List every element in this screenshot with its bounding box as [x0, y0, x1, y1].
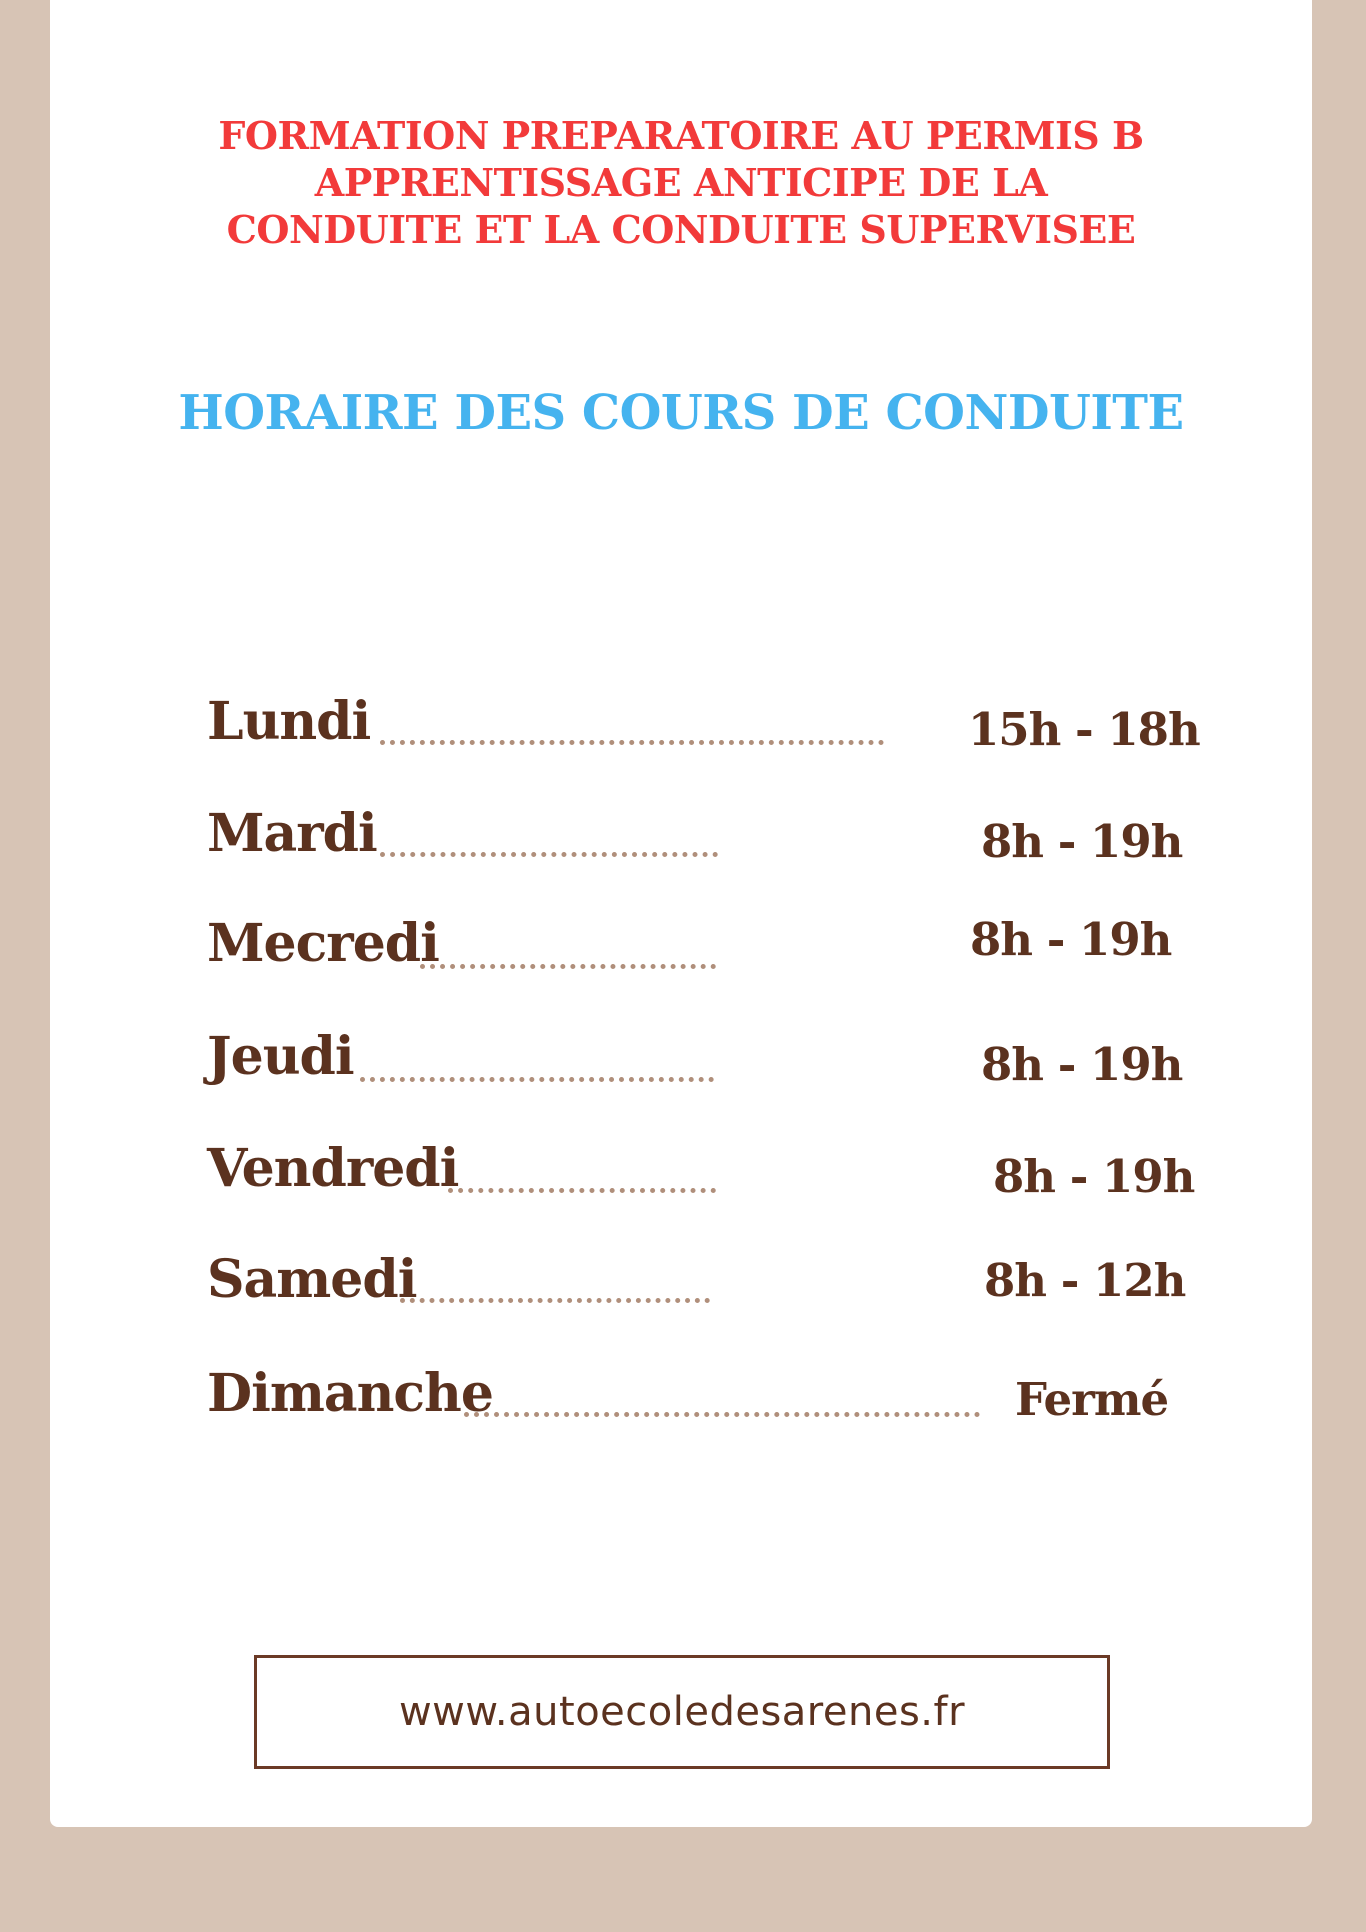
title-line: CONDUITE ET LA CONDUITE SUPERVISEE [226, 207, 1136, 252]
dotted-leader [380, 852, 718, 857]
day-label: Samedi [207, 1249, 417, 1310]
hours-value: 8h - 19h [981, 815, 1183, 868]
schedule-card [50, 0, 1312, 1827]
schedule-row-mecredi [50, 912, 1312, 982]
dotted-leader [400, 1298, 710, 1303]
dotted-leader [464, 1412, 980, 1417]
day-label: Vendredi [207, 1138, 459, 1199]
day-label: Jeudi [207, 1026, 354, 1087]
dotted-leader [360, 1077, 714, 1082]
hours-value: 8h - 19h [970, 913, 1172, 966]
schedule-row-lundi [50, 690, 1312, 760]
schedule-row-mardi [50, 802, 1312, 872]
schedule-row-vendredi [50, 1137, 1312, 1207]
page-title [50, 112, 1312, 253]
dotted-leader [448, 1188, 716, 1193]
day-label: Mecredi [207, 913, 439, 974]
dotted-leader [380, 740, 884, 745]
schedule-row-dimanche [50, 1362, 1312, 1432]
day-label: Dimanche [207, 1363, 493, 1424]
title-line: APPRENTISSAGE ANTICIPE DE LA [314, 160, 1048, 205]
title-line: FORMATION PREPARATOIRE AU PERMIS B [218, 113, 1144, 158]
hours-value: Fermé [1015, 1373, 1169, 1426]
day-label: Lundi [207, 691, 371, 752]
hours-value: 8h - 12h [984, 1254, 1186, 1307]
website-link-box[interactable] [254, 1655, 1110, 1769]
hours-value: 8h - 19h [993, 1150, 1195, 1203]
day-label: Mardi [207, 803, 377, 864]
hours-value: 15h - 18h [968, 703, 1200, 756]
website-link[interactable]: www.autoecoledesarenes.fr [398, 1689, 966, 1735]
schedule-row-jeudi [50, 1025, 1312, 1095]
dotted-leader [420, 964, 716, 969]
schedule-heading: HORAIRE DES COURS DE CONDUITE [178, 385, 1184, 441]
hours-value: 8h - 19h [981, 1038, 1183, 1091]
schedule-row-samedi [50, 1248, 1312, 1318]
